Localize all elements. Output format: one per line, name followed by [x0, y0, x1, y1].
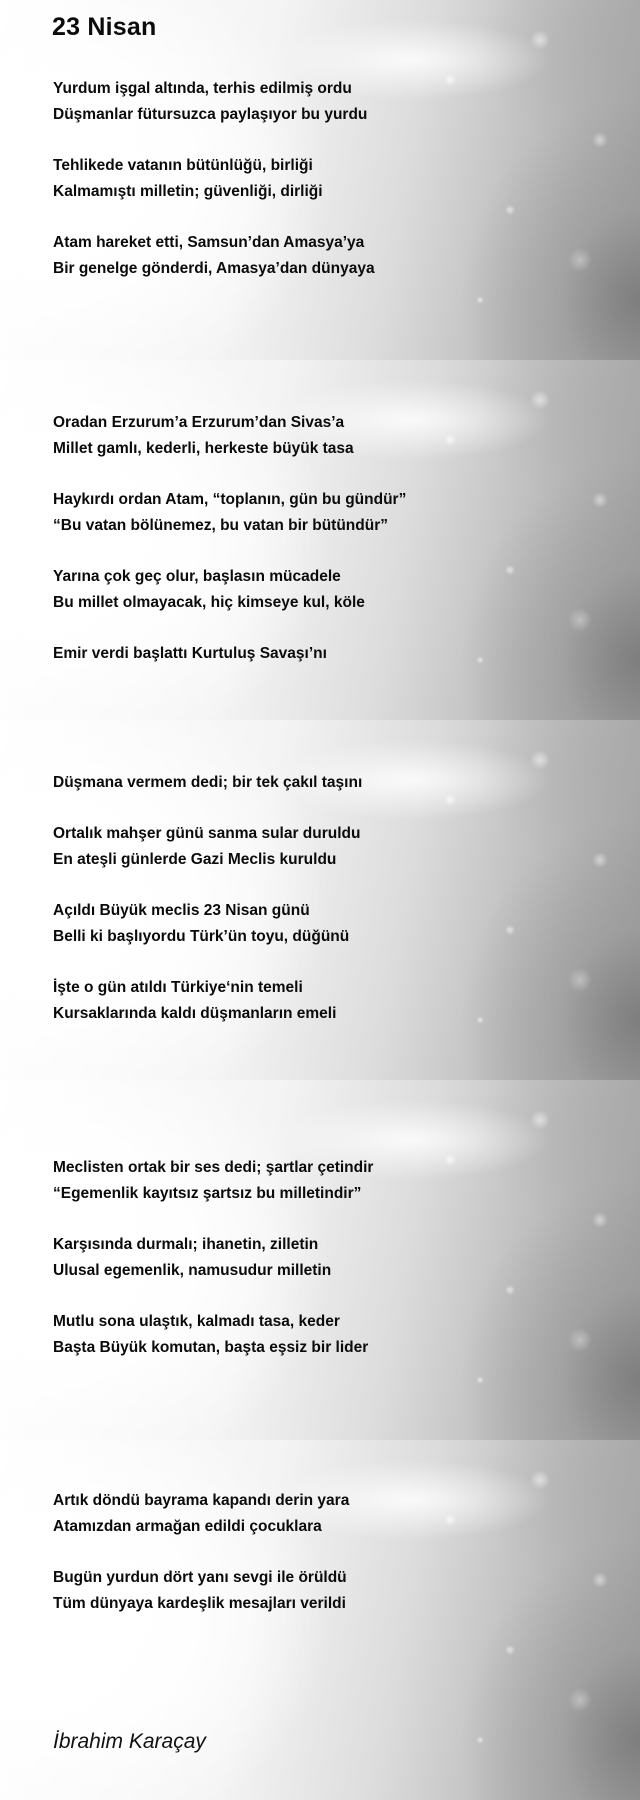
poem-line: Bugün yurdun dört yanı sevgi ile örüldü	[53, 1569, 347, 1586]
poem-line: Mutlu sona ulaştık, kalmadı tasa, keder	[53, 1313, 340, 1330]
stanza	[53, 564, 613, 616]
poem-line: Başta Büyük komutan, başta eşsiz bir lider	[53, 1339, 369, 1356]
poem-line: İşte o gün atıldı Türkiye‘nin temeli	[53, 979, 303, 996]
poem-line: Yurdum işgal altında, terhis edilmiş ordu	[53, 80, 352, 97]
poem-line: Bir genelge gönderdi, Amasya’dan dünyaya	[53, 260, 375, 277]
poem-line: Düşmana vermem dedi; bir tek çakıl taşını	[53, 774, 363, 791]
stanza	[53, 230, 613, 282]
poem-line: En ateşli günlerde Gazi Meclis kuruldu	[53, 851, 337, 868]
poem-line: Açıldı Büyük meclis 23 Nisan günü	[53, 902, 310, 919]
poem-line: Oradan Erzurum’a Erzurum’dan Sivas’a	[53, 414, 345, 431]
poem-line: Emir verdi başlattı Kurtuluş Savaşı’nı	[53, 645, 327, 662]
poem-line: Belli ki başlıyordu Türk’ün toyu, düğünü	[53, 928, 350, 945]
poem-panel-5	[0, 1440, 640, 1800]
stanza	[53, 641, 613, 667]
stanza	[53, 1309, 613, 1361]
poem-author: İbrahim Karaçay	[53, 1730, 206, 1753]
poem-line: Atam hareket etti, Samsun’dan Amasya’ya	[53, 234, 365, 251]
poem-line: “Bu vatan bölünemez, bu vatan bir bütündür”	[53, 517, 388, 534]
poem-line: Kalmamıştı milletin; güvenliği, dirliği	[53, 183, 323, 200]
stanza	[53, 770, 613, 796]
poem-line: Yarına çok geç olur, başlasın mücadele	[53, 568, 341, 585]
stanza	[53, 975, 613, 1027]
stanza	[53, 410, 613, 462]
stanza-group	[53, 76, 613, 307]
poem-line: Haykırdı ordan Atam, “toplanın, gün bu gündür”	[53, 491, 407, 508]
poem-line: Meclisten ortak bir ses dedi; şartlar çetindir	[53, 1159, 374, 1176]
poem-title: 23 Nisan	[52, 13, 157, 41]
poem-line: Ortalık mahşer günü sanma sular duruldu	[53, 825, 361, 842]
stanza	[53, 1565, 613, 1617]
stanza	[53, 1155, 613, 1207]
stanza	[53, 76, 613, 128]
stanza	[53, 487, 613, 539]
stanza	[53, 153, 613, 205]
poem-line: Millet gamlı, kederli, herkeste büyük tasa	[53, 440, 354, 457]
poem-line: Karşısında durmalı; ihanetin, zilletin	[53, 1236, 319, 1253]
stanza	[53, 1488, 613, 1540]
stanza-group	[53, 1155, 613, 1386]
poem-line: Artık döndü bayrama kapandı derin yara	[53, 1492, 350, 1509]
stanza-group	[53, 410, 613, 692]
poem-panel-4	[0, 1080, 640, 1440]
stanza	[53, 821, 613, 873]
stanza-group	[53, 1488, 613, 1642]
poem-line: Kursaklarında kaldı düşmanların emeli	[53, 1005, 337, 1022]
poem-panel-1	[0, 0, 640, 360]
poem-line: “Egemenlik kayıtsız şartsız bu milletindir”	[53, 1185, 362, 1202]
stanza-group	[53, 770, 613, 1052]
poem-line: Tehlikede vatanın bütünlüğü, birliği	[53, 157, 313, 174]
poem-line: Ulusal egemenlik, namusudur milletin	[53, 1262, 332, 1279]
poem-panel-2	[0, 360, 640, 720]
stanza	[53, 1232, 613, 1284]
poem-panel-3	[0, 720, 640, 1080]
poem-line: Düşmanlar fütursuzca paylaşıyor bu yurdu	[53, 106, 368, 123]
poem-line: Tüm dünyaya kardeşlik mesajları verildi	[53, 1595, 346, 1612]
poem-line: Atamızdan armağan edildi çocuklara	[53, 1518, 322, 1535]
stanza	[53, 898, 613, 950]
poem-line: Bu millet olmayacak, hiç kimseye kul, köle	[53, 594, 365, 611]
